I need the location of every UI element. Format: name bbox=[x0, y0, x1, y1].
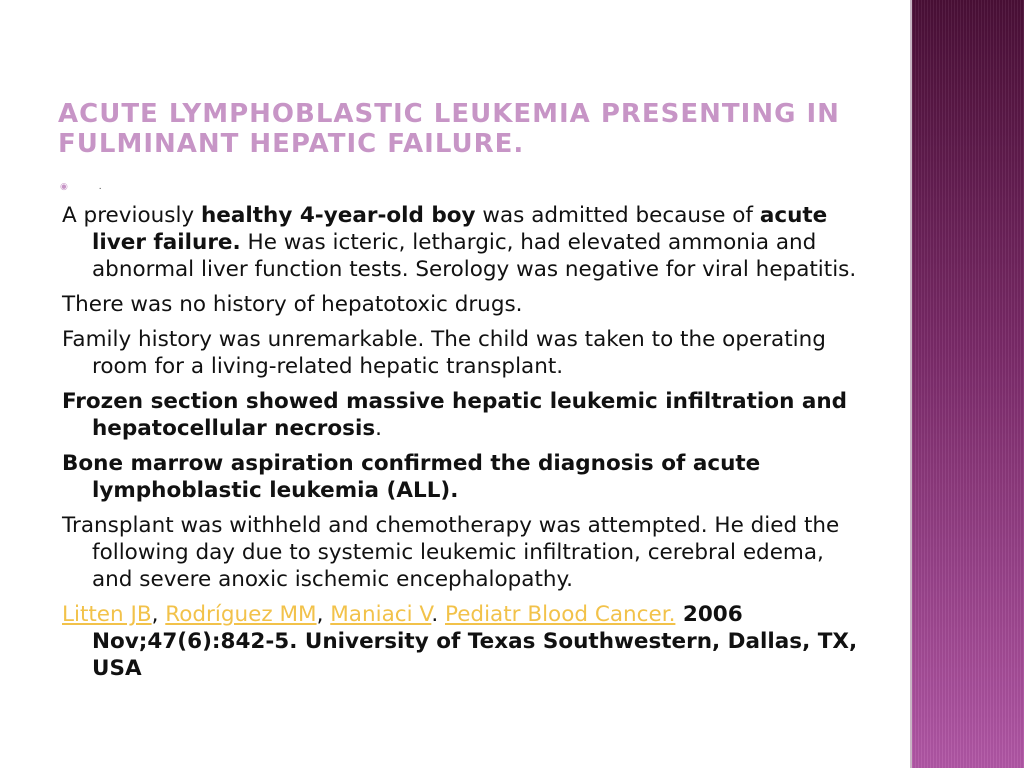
p4-tail: . bbox=[375, 416, 382, 441]
citation-details: 2006 Nov;47(6):842-5. University of Texas Southwestern, Dallas, TX, USA bbox=[92, 602, 858, 681]
title-line-1: ACUTE LYMPHOBLASTIC LEUKEMIA PRESENTING IN bbox=[58, 99, 840, 129]
p1-text-a: A previously bbox=[62, 203, 201, 228]
paragraph-family-history: Family history was unremarkable. The child was taken to the operating room for a living-related hepatic transplant. bbox=[62, 327, 826, 379]
empty-bullet bbox=[60, 182, 102, 196]
p1-text-e: He was icteric, lethargic, had elevated ammonia and abnormal liver function tests. Serology was negative for viral hepatitis. bbox=[92, 230, 857, 282]
paragraph-bone-marrow bbox=[62, 450, 862, 504]
citation-sep-2: , bbox=[316, 602, 331, 627]
citation bbox=[62, 601, 862, 682]
title-line-2: FULMINANT HEPATIC FAILURE. bbox=[58, 129, 525, 159]
citation-sep-1: , bbox=[151, 602, 166, 627]
author-link-litten[interactable]: Litten JB bbox=[62, 602, 152, 627]
paragraph-outcome: Transplant was withheld and chemotherapy was attempted. He died the following day due to systemic leukemic infiltration, cerebral edema, and severe anoxic ischemic encephalopathy. bbox=[62, 513, 840, 592]
paragraph-admission bbox=[62, 202, 862, 283]
bullet-icon: ◉ bbox=[60, 182, 68, 192]
p4-bold: Frozen section showed massive hepatic leukemic infiltration and hepatocellular necrosis bbox=[62, 389, 848, 441]
bullet-text: . bbox=[98, 182, 102, 192]
author-link-rodriguez[interactable]: Rodríguez MM bbox=[165, 602, 317, 627]
journal-link[interactable]: Pediatr Blood Cancer. bbox=[445, 602, 676, 627]
p1-bold-diagnosis: acute liver failure. bbox=[92, 203, 828, 255]
slide-title bbox=[58, 99, 898, 159]
paragraph-frozen-section bbox=[62, 388, 862, 442]
decorative-side-band bbox=[912, 0, 1024, 768]
slide-body bbox=[62, 202, 862, 690]
author-link-maniaci[interactable]: Maniaci V bbox=[330, 602, 432, 627]
p1-bold-patient: healthy 4-year-old boy bbox=[201, 203, 476, 228]
p5-bold: Bone marrow aspiration confirmed the diagnosis of acute lymphoblastic leukemia (ALL). bbox=[62, 451, 761, 503]
p1-text-c: was admitted because of bbox=[475, 203, 760, 228]
paragraph-drugs: There was no history of hepatotoxic drugs. bbox=[62, 292, 523, 317]
citation-sep-3: . bbox=[431, 602, 445, 627]
